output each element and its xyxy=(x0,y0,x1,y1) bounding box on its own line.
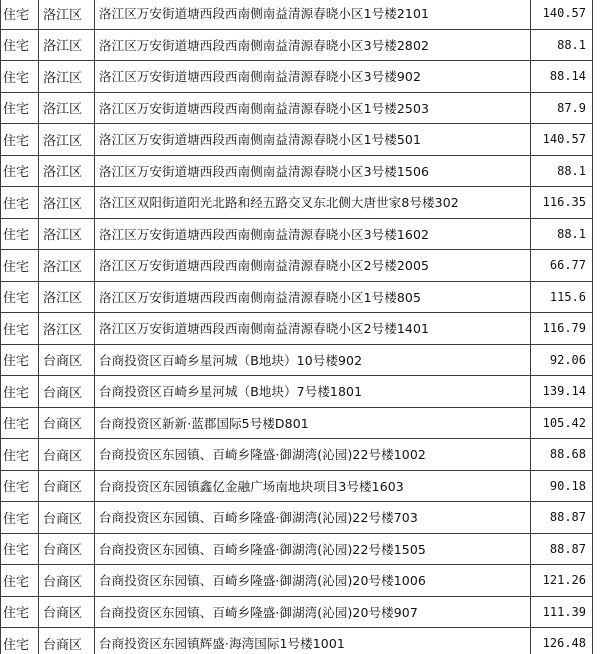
area-cell: 116.35 xyxy=(531,187,593,219)
property-type-cell: 住宅 xyxy=(1,407,39,439)
property-table-body xyxy=(1,0,593,654)
area-cell: 115.6 xyxy=(531,281,593,313)
area-cell: 126.48 xyxy=(531,628,593,654)
district-cell: 台商区 xyxy=(39,596,95,628)
area-cell: 88.68 xyxy=(531,439,593,471)
district-cell: 台商区 xyxy=(39,533,95,565)
district-cell: 洛江区 xyxy=(39,92,95,124)
area-cell: 88.1 xyxy=(531,218,593,250)
address-cell: 洛江区万安街道塘西段西南侧南益清源春晓小区1号楼2101 xyxy=(95,0,531,29)
district-cell: 洛江区 xyxy=(39,218,95,250)
property-type-cell: 住宅 xyxy=(1,0,39,29)
table-row xyxy=(1,596,593,628)
address-cell: 洛江区双阳街道阳光北路和经五路交叉东北侧大唐世家8号楼302 xyxy=(95,187,531,219)
table-row xyxy=(1,439,593,471)
area-cell: 116.79 xyxy=(531,313,593,345)
table-row xyxy=(1,92,593,124)
property-type-cell: 住宅 xyxy=(1,533,39,565)
address-cell: 台商投资区东园镇、百崎乡隆盛·御湖湾(沁园)22号楼703 xyxy=(95,502,531,534)
property-type-cell: 住宅 xyxy=(1,502,39,534)
property-type-cell: 住宅 xyxy=(1,92,39,124)
property-type-cell: 住宅 xyxy=(1,155,39,187)
table-row xyxy=(1,218,593,250)
district-cell: 洛江区 xyxy=(39,155,95,187)
address-cell: 台商投资区百崎乡星河城（B地块）10号楼902 xyxy=(95,344,531,376)
property-type-cell: 住宅 xyxy=(1,29,39,61)
area-cell: 87.9 xyxy=(531,92,593,124)
address-cell: 台商投资区东园镇、百崎乡隆盛·御湖湾(沁园)20号楼1006 xyxy=(95,565,531,597)
address-cell: 洛江区万安街道塘西段西南侧南益清源春晓小区3号楼1506 xyxy=(95,155,531,187)
property-type-cell: 住宅 xyxy=(1,250,39,282)
district-cell: 台商区 xyxy=(39,344,95,376)
address-cell: 洛江区万安街道塘西段西南侧南益清源春晓小区2号楼2005 xyxy=(95,250,531,282)
address-cell: 洛江区万安街道塘西段西南侧南益清源春晓小区3号楼1602 xyxy=(95,218,531,250)
table-row xyxy=(1,187,593,219)
property-type-cell: 住宅 xyxy=(1,218,39,250)
property-type-cell: 住宅 xyxy=(1,596,39,628)
property-type-cell: 住宅 xyxy=(1,124,39,156)
table-row xyxy=(1,250,593,282)
table-row xyxy=(1,0,593,29)
area-cell: 88.87 xyxy=(531,533,593,565)
district-cell: 台商区 xyxy=(39,439,95,471)
area-cell: 90.18 xyxy=(531,470,593,502)
district-cell: 台商区 xyxy=(39,376,95,408)
property-type-cell: 住宅 xyxy=(1,61,39,93)
area-cell: 88.1 xyxy=(531,29,593,61)
table-row xyxy=(1,344,593,376)
district-cell: 洛江区 xyxy=(39,124,95,156)
area-cell: 139.14 xyxy=(531,376,593,408)
address-cell: 洛江区万安街道塘西段西南侧南益清源春晓小区2号楼1401 xyxy=(95,313,531,345)
area-cell: 92.06 xyxy=(531,344,593,376)
property-type-cell: 住宅 xyxy=(1,628,39,654)
table-row xyxy=(1,155,593,187)
property-type-cell: 住宅 xyxy=(1,313,39,345)
table-row xyxy=(1,281,593,313)
table-row xyxy=(1,29,593,61)
area-cell: 88.14 xyxy=(531,61,593,93)
table-row xyxy=(1,533,593,565)
property-type-cell: 住宅 xyxy=(1,470,39,502)
district-cell: 洛江区 xyxy=(39,29,95,61)
property-type-cell: 住宅 xyxy=(1,281,39,313)
table-row xyxy=(1,407,593,439)
address-cell: 洛江区万安街道塘西段西南侧南益清源春晓小区3号楼2802 xyxy=(95,29,531,61)
address-cell: 洛江区万安街道塘西段西南侧南益清源春晓小区1号楼2503 xyxy=(95,92,531,124)
property-type-cell: 住宅 xyxy=(1,187,39,219)
address-cell: 台商投资区东园镇鑫亿金融广场南地块项目3号楼1603 xyxy=(95,470,531,502)
address-cell: 台商投资区新新·蓝郡国际5号楼D801 xyxy=(95,407,531,439)
district-cell: 台商区 xyxy=(39,470,95,502)
address-cell: 台商投资区东园镇辉盛·海湾国际1号楼1001 xyxy=(95,628,531,654)
address-cell: 台商投资区东园镇、百崎乡隆盛·御湖湾(沁园)22号楼1505 xyxy=(95,533,531,565)
district-cell: 洛江区 xyxy=(39,0,95,29)
area-cell: 105.42 xyxy=(531,407,593,439)
district-cell: 台商区 xyxy=(39,407,95,439)
district-cell: 洛江区 xyxy=(39,61,95,93)
table-row xyxy=(1,61,593,93)
area-cell: 140.57 xyxy=(531,124,593,156)
district-cell: 台商区 xyxy=(39,628,95,654)
address-cell: 台商投资区百崎乡星河城（B地块）7号楼1801 xyxy=(95,376,531,408)
address-cell: 台商投资区东园镇、百崎乡隆盛·御湖湾(沁园)20号楼907 xyxy=(95,596,531,628)
table-row xyxy=(1,502,593,534)
district-cell: 台商区 xyxy=(39,565,95,597)
table-row xyxy=(1,565,593,597)
address-cell: 洛江区万安街道塘西段西南侧南益清源春晓小区3号楼902 xyxy=(95,61,531,93)
address-cell: 洛江区万安街道塘西段西南侧南益清源春晓小区1号楼805 xyxy=(95,281,531,313)
area-cell: 88.87 xyxy=(531,502,593,534)
table-row xyxy=(1,313,593,345)
property-type-cell: 住宅 xyxy=(1,344,39,376)
area-cell: 140.57 xyxy=(531,0,593,29)
district-cell: 洛江区 xyxy=(39,187,95,219)
property-type-cell: 住宅 xyxy=(1,439,39,471)
district-cell: 台商区 xyxy=(39,502,95,534)
area-cell: 88.1 xyxy=(531,155,593,187)
table-row xyxy=(1,628,593,654)
area-cell: 66.77 xyxy=(531,250,593,282)
table-row xyxy=(1,124,593,156)
district-cell: 洛江区 xyxy=(39,281,95,313)
district-cell: 洛江区 xyxy=(39,250,95,282)
area-cell: 121.26 xyxy=(531,565,593,597)
table-row xyxy=(1,470,593,502)
property-type-cell: 住宅 xyxy=(1,565,39,597)
table-row xyxy=(1,376,593,408)
address-cell: 洛江区万安街道塘西段西南侧南益清源春晓小区1号楼501 xyxy=(95,124,531,156)
area-cell: 111.39 xyxy=(531,596,593,628)
address-cell: 台商投资区东园镇、百崎乡隆盛·御湖湾(沁园)22号楼1002 xyxy=(95,439,531,471)
district-cell: 洛江区 xyxy=(39,313,95,345)
property-type-cell: 住宅 xyxy=(1,376,39,408)
